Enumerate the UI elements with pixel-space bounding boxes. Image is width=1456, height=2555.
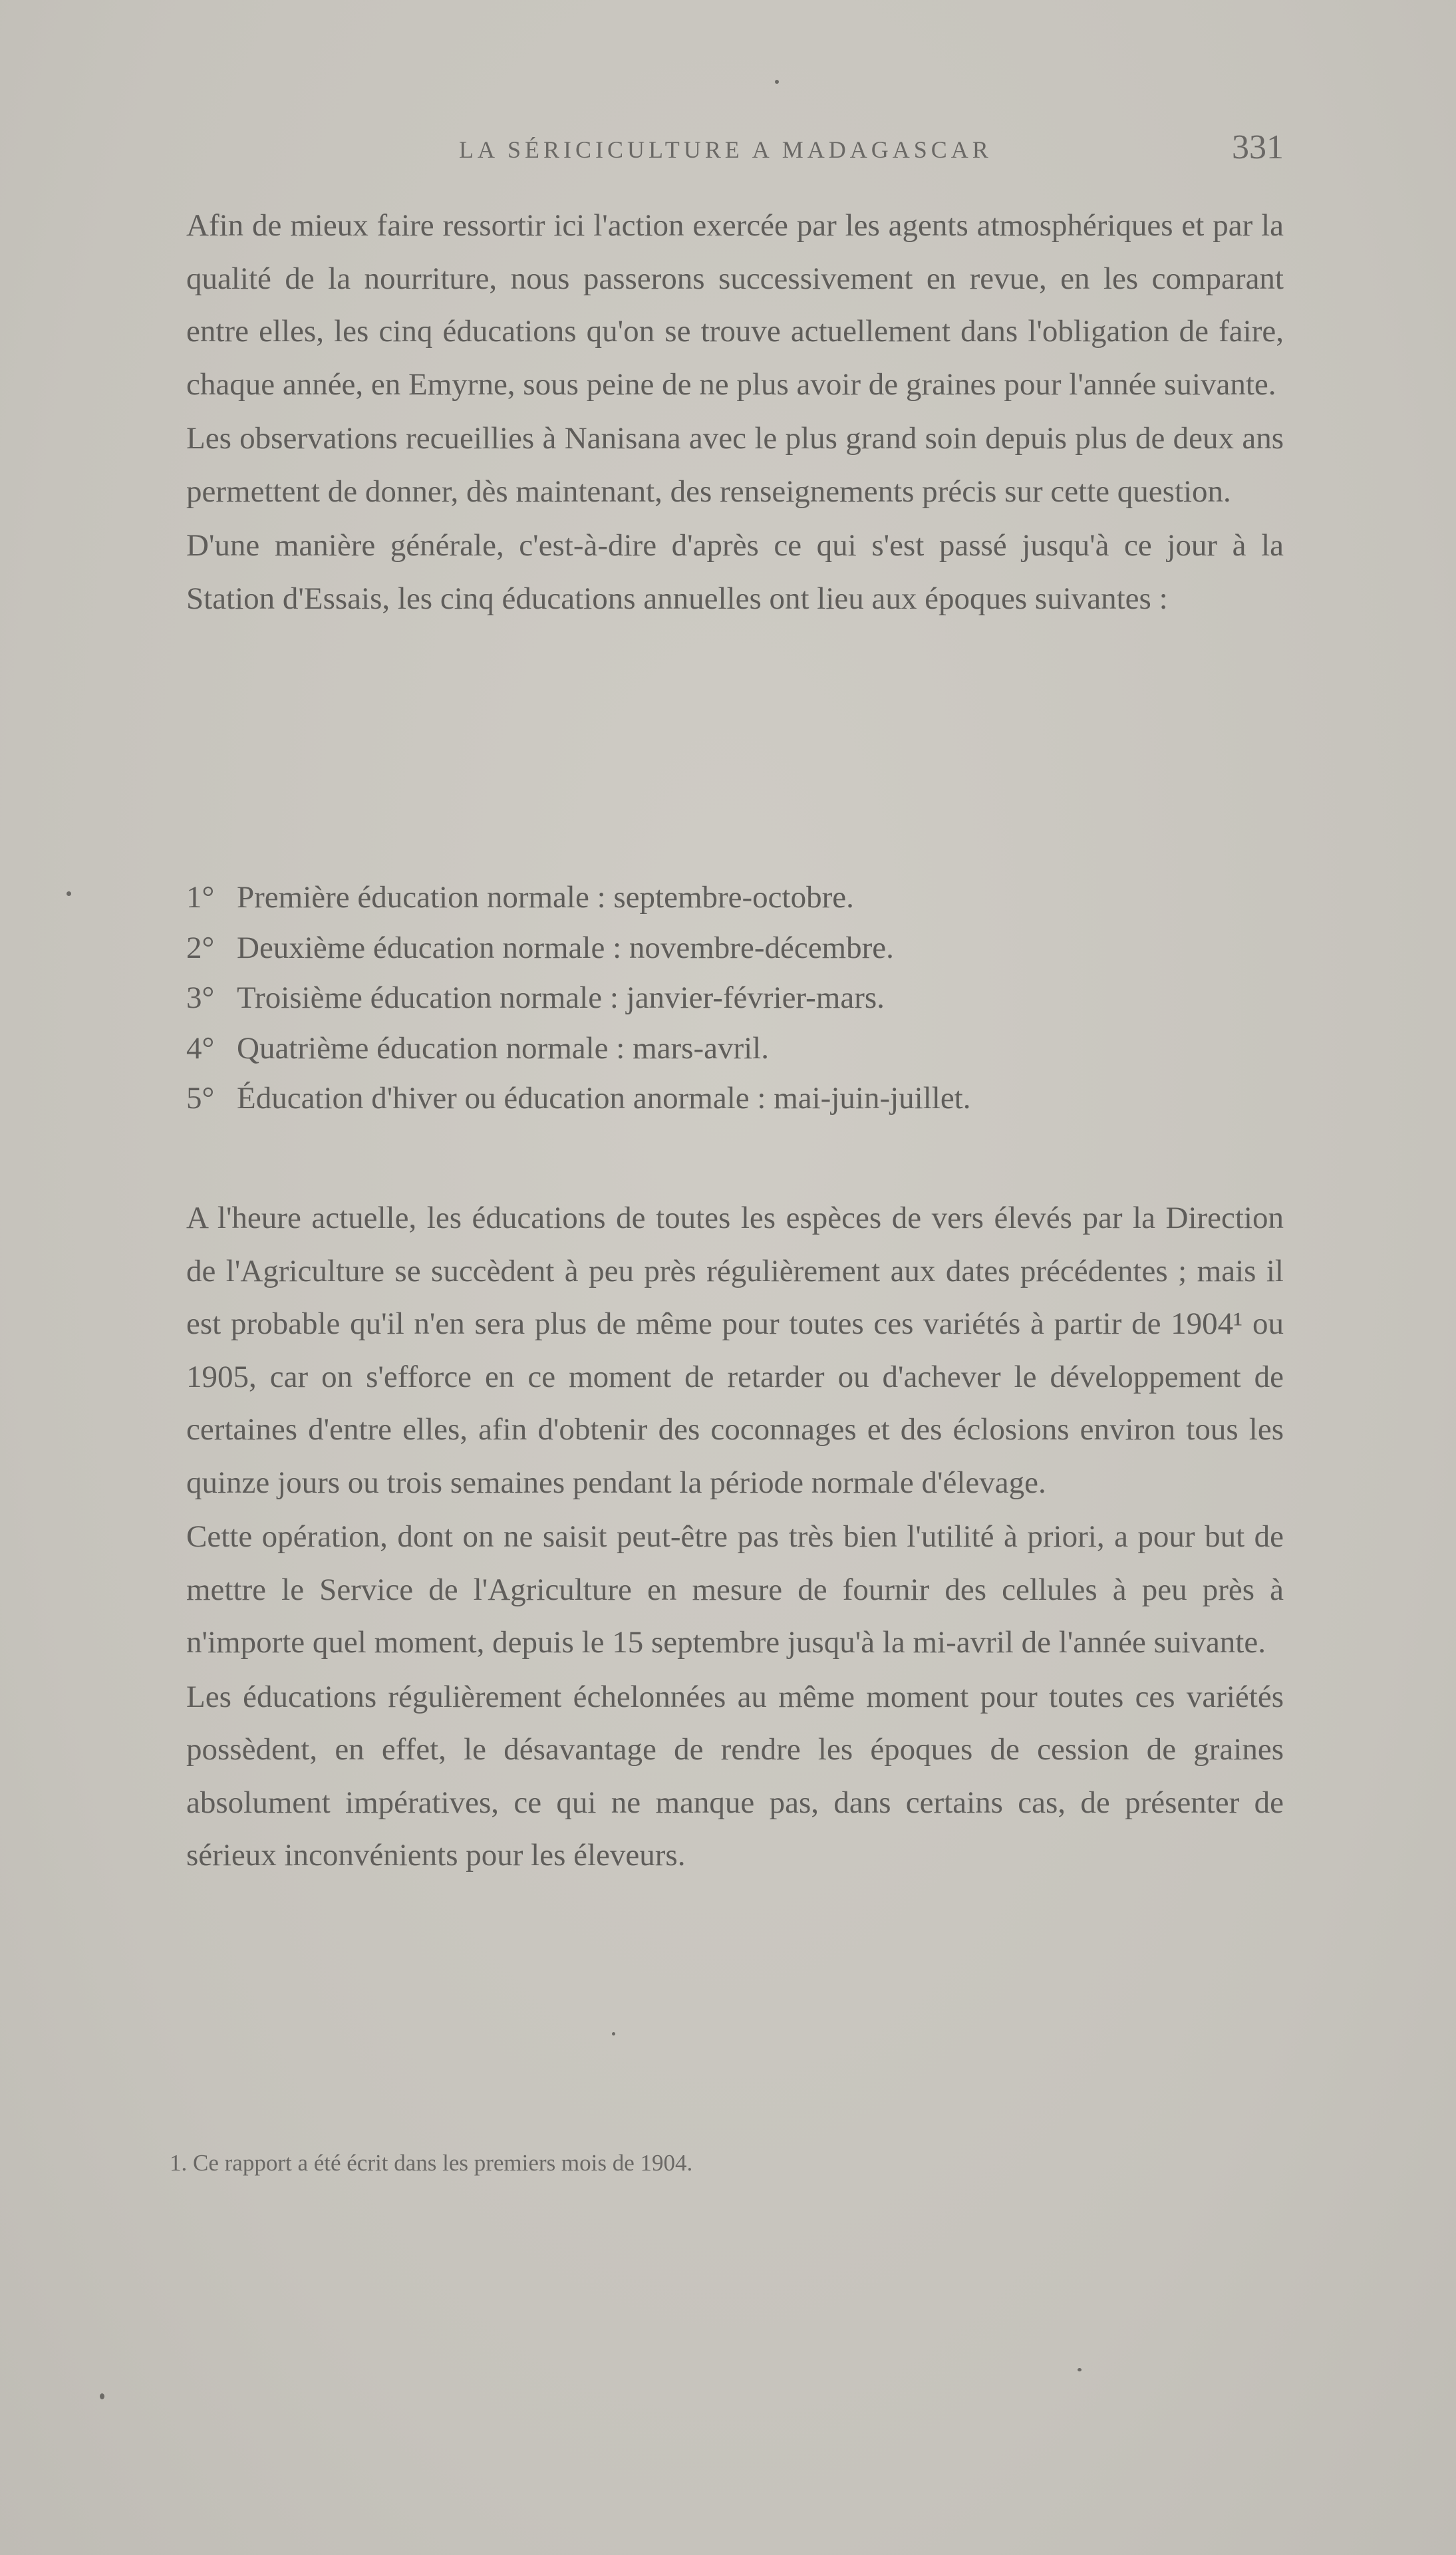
- list-item-text: Première éducation normale : septembre-octobre.: [237, 880, 854, 915]
- list-item: [186, 923, 1284, 974]
- list-item: [186, 1074, 1284, 1124]
- paragraph: Les éducations régulièrement échelonnées au même moment pour toutes ces variétés possèdent, en effet, le désavantage de rendre les époques de cession de graines absolument impératives, ce qui ne manque pas, dans certains cas, de présenter de sérieux inconvénients pour les éleveurs.: [186, 1679, 1284, 1873]
- paragraph: A l'heure actuelle, les éducations de toutes les espèces de vers élevés par la Direction de l'Agriculture se succèdent à peu près régulièrement aux dates précédentes ; mais il est probable qu'il n'en sera plus de même pour toutes ces variétés à partir de 1904¹ ou 1905, car on s'efforce en ce moment de retarder ou d'achever le développement de certaines d'entre elles, afin d'obtenir des coconnages et des éclosions environ tous les quinze jours ou trois semaines pendant la période normale d'élevage.: [186, 1201, 1284, 1500]
- list-item-number: 4°: [186, 1030, 215, 1066]
- list-item: [186, 1024, 1284, 1074]
- list-item-text: Deuxième éducation normale : novembre-décembre.: [237, 930, 894, 965]
- page-number: 331: [1232, 128, 1284, 166]
- list-item-text: Éducation d'hiver ou éducation anormale : mai-juin-juillet.: [237, 1081, 971, 1116]
- list-item-number: 3°: [186, 980, 215, 1015]
- list-item: [186, 873, 1284, 923]
- list-item-text: Troisième éducation normale : janvier-février-mars.: [237, 980, 885, 1015]
- paragraph: Les observations recueillies à Nanisana avec le plus grand soin depuis plus de deux ans permettent de donner, dès maintenant, des renseignements précis sur cette question.: [186, 421, 1284, 509]
- list-item: [186, 973, 1284, 1024]
- footnote: 1. Ce rapport a été écrit dans les premiers mois de 1904.: [170, 2150, 693, 2176]
- paper-speck: [775, 80, 779, 84]
- body-text-upper: [186, 200, 1284, 627]
- paragraph: Cette opération, dont on ne saisit peut-être pas très bien l'utilité à priori, a pour but de mettre le Service de l'Agriculture en mesure de fournir des cellules à peu près à n'importe quel moment, depuis le 15 septembre jusqu'à la mi-avril de l'année suivante.: [186, 1519, 1284, 1660]
- list-item-number: 2°: [186, 930, 215, 965]
- paper-speck: [100, 2393, 104, 2399]
- paper-speck: [67, 891, 71, 896]
- paper-speck: [1078, 2368, 1082, 2371]
- education-schedule-list: [186, 873, 1284, 1124]
- body-text-lower: [186, 1192, 1284, 1884]
- running-title: LA SÉRICICULTURE A MADAGASCAR: [459, 136, 992, 163]
- list-item-text: Quatrième éducation normale : mars-avril.: [237, 1030, 769, 1066]
- paragraph: Afin de mieux faire ressortir ici l'action exercée par les agents atmosphériques et par la qualité de la nourriture, nous passerons successivement en revue, en les comparant entre elles, les cinq éducations qu'on se trouve actuellement dans l'obligation de faire, chaque année, en Emyrne, sous peine de ne plus avoir de graines pour l'année suivante.: [186, 208, 1284, 402]
- paragraph: D'une manière générale, c'est-à-dire d'après ce qui s'est passé jusqu'à ce jour à la Station d'Essais, les cinq éducations annuelles ont lieu aux époques suivantes :: [186, 528, 1284, 616]
- running-head: [186, 128, 1284, 174]
- paper-speck: [612, 2032, 615, 2035]
- list-item-number: 5°: [186, 1081, 215, 1116]
- list-item-number: 1°: [186, 880, 215, 915]
